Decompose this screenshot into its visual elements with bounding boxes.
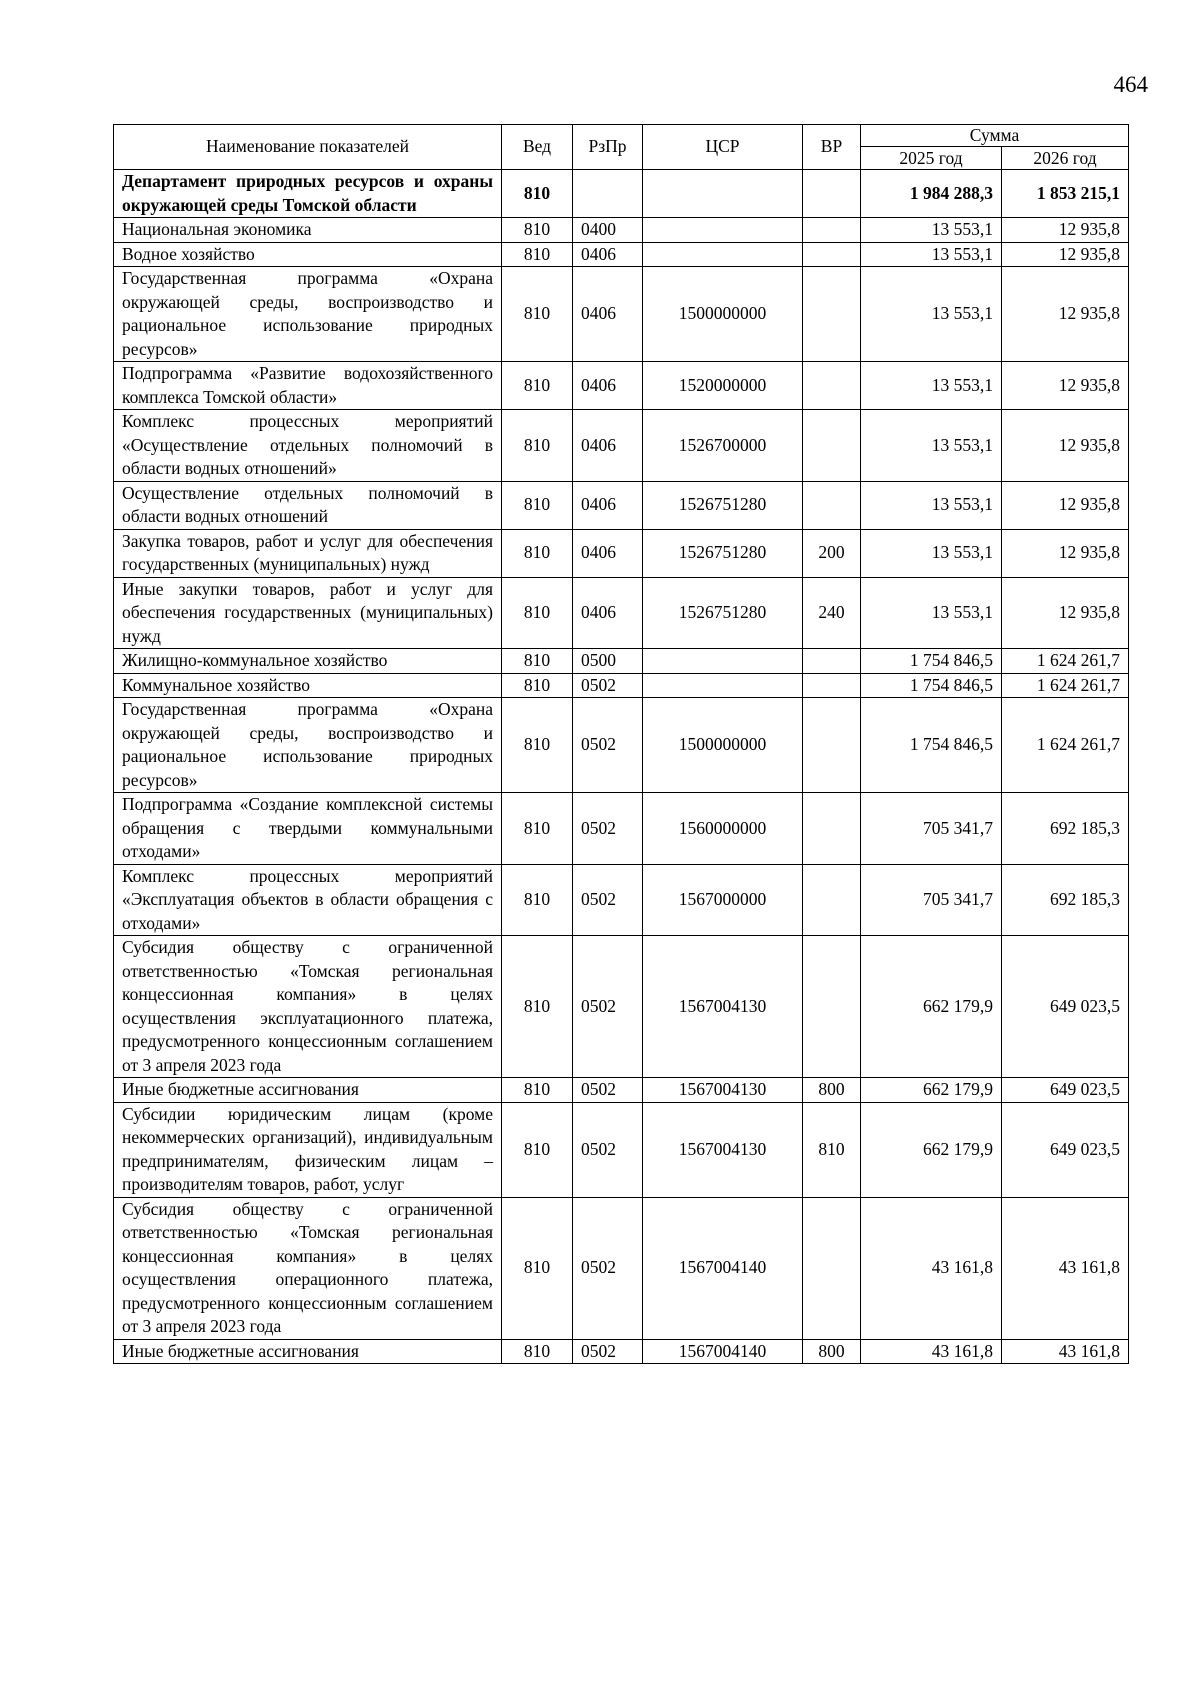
ved-cell: 810 — [502, 1339, 573, 1364]
csr-cell: 1526751280 — [643, 481, 803, 529]
table-row — [114, 649, 1129, 674]
name-cell: Государственная программа «Охрана окружающей среды, воспроизводство и рациональное использование природных ресурсов» — [114, 267, 502, 362]
table-body — [114, 170, 1129, 1364]
rzpr-cell: 0502 — [573, 1102, 643, 1197]
header-sum: Сумма — [861, 125, 1129, 147]
sum-2026-cell: 12 935,8 — [1002, 529, 1129, 577]
csr-cell: 1567004130 — [643, 1078, 803, 1103]
ved-cell: 810 — [502, 529, 573, 577]
header-rzpr: РзПр — [573, 125, 643, 170]
vr-cell: 200 — [803, 529, 861, 577]
table-row — [114, 793, 1129, 865]
vr-cell — [803, 362, 861, 410]
sum-2025-cell: 13 553,1 — [861, 529, 1002, 577]
sum-2026-cell: 692 185,3 — [1002, 864, 1129, 936]
sum-2026-cell: 12 935,8 — [1002, 577, 1129, 649]
name-cell: Субсидия обществу с ограниченной ответственностью «Томская региональная концессионная компания» в целях осуществления эксплуатационного платежа, предусмотренного концессионным соглашением от 3 апреля 2023 года — [114, 936, 502, 1078]
sum-2025-cell: 13 553,1 — [861, 577, 1002, 649]
name-cell: Водное хозяйство — [114, 242, 502, 267]
name-cell: Осуществление отдельных полномочий в области водных отношений — [114, 481, 502, 529]
rzpr-cell: 0406 — [573, 577, 643, 649]
name-cell: Субсидии юридическим лицам (кроме некоммерческих организаций), индивидуальным предпринимателям, физическим лицам – производителям товаров, работ, услуг — [114, 1102, 502, 1197]
vr-cell: 800 — [803, 1339, 861, 1364]
name-cell: Иные закупки товаров, работ и услуг для обеспечения государственных (муниципальных) нужд — [114, 577, 502, 649]
sum-2026-cell: 1 624 261,7 — [1002, 673, 1129, 698]
rzpr-cell: 0502 — [573, 1197, 643, 1339]
sum-2025-cell: 13 553,1 — [861, 218, 1002, 243]
rzpr-cell: 0502 — [573, 698, 643, 793]
name-cell: Закупка товаров, работ и услуг для обеспечения государственных (муниципальных) нужд — [114, 529, 502, 577]
sum-2026-cell: 649 023,5 — [1002, 936, 1129, 1078]
csr-cell: 1520000000 — [643, 362, 803, 410]
sum-2026-cell: 12 935,8 — [1002, 218, 1129, 243]
sum-2025-cell: 662 179,9 — [861, 1102, 1002, 1197]
sum-2026-cell: 12 935,8 — [1002, 362, 1129, 410]
rzpr-cell: 0502 — [573, 1078, 643, 1103]
vr-cell — [803, 267, 861, 362]
vr-cell — [803, 481, 861, 529]
sum-2025-cell: 662 179,9 — [861, 1078, 1002, 1103]
ved-cell: 810 — [502, 242, 573, 267]
table-row — [114, 529, 1129, 577]
sum-2025-cell: 1 984 288,3 — [861, 170, 1002, 218]
ved-cell: 810 — [502, 698, 573, 793]
rzpr-cell: 0502 — [573, 864, 643, 936]
rzpr-cell: 0502 — [573, 1339, 643, 1364]
csr-cell: 1526751280 — [643, 577, 803, 649]
ved-cell: 810 — [502, 793, 573, 865]
sum-2026-cell: 43 161,8 — [1002, 1197, 1129, 1339]
header-ved: Вед — [502, 125, 573, 170]
table-row — [114, 1339, 1129, 1364]
table-row — [114, 410, 1129, 482]
ved-cell: 810 — [502, 267, 573, 362]
sum-2025-cell: 13 553,1 — [861, 267, 1002, 362]
name-cell: Иные бюджетные ассигнования — [114, 1339, 502, 1364]
sum-2025-cell: 662 179,9 — [861, 936, 1002, 1078]
header-vr: ВР — [803, 125, 861, 170]
sum-2025-cell: 43 161,8 — [861, 1197, 1002, 1339]
sum-2025-cell: 1 754 846,5 — [861, 698, 1002, 793]
rzpr-cell: 0406 — [573, 410, 643, 482]
name-cell: Субсидия обществу с ограниченной ответственностью «Томская региональная концессионная компания» в целях осуществления операционного платежа, предусмотренного концессионным соглашением от 3 апреля 2023 года — [114, 1197, 502, 1339]
table-row — [114, 170, 1129, 218]
sum-2025-cell: 13 553,1 — [861, 242, 1002, 267]
ved-cell: 810 — [502, 649, 573, 674]
table-row — [114, 362, 1129, 410]
table-row — [114, 1102, 1129, 1197]
csr-cell — [643, 649, 803, 674]
csr-cell: 1526751280 — [643, 529, 803, 577]
rzpr-cell: 0502 — [573, 936, 643, 1078]
csr-cell — [643, 218, 803, 243]
sum-2026-cell: 649 023,5 — [1002, 1102, 1129, 1197]
table-row — [114, 218, 1129, 243]
sum-2025-cell: 1 754 846,5 — [861, 649, 1002, 674]
name-cell: Коммунальное хозяйство — [114, 673, 502, 698]
table-row — [114, 673, 1129, 698]
csr-cell — [643, 673, 803, 698]
table-row — [114, 1078, 1129, 1103]
table-row — [114, 242, 1129, 267]
rzpr-cell: 0406 — [573, 529, 643, 577]
rzpr-cell: 0500 — [573, 649, 643, 674]
rzpr-cell — [573, 170, 643, 218]
vr-cell — [803, 673, 861, 698]
ved-cell: 810 — [502, 362, 573, 410]
vr-cell: 810 — [803, 1102, 861, 1197]
vr-cell — [803, 698, 861, 793]
vr-cell — [803, 218, 861, 243]
ved-cell: 810 — [502, 1102, 573, 1197]
header-name: Наименование показателей — [114, 125, 502, 170]
ved-cell: 810 — [502, 1197, 573, 1339]
name-cell: Иные бюджетные ассигнования — [114, 1078, 502, 1103]
budget-table — [113, 124, 1129, 1364]
name-cell: Комплекс процессных мероприятий «Осуществление отдельных полномочий в области водных отношений» — [114, 410, 502, 482]
csr-cell: 1500000000 — [643, 698, 803, 793]
sum-2026-cell: 12 935,8 — [1002, 242, 1129, 267]
table-header — [114, 125, 1129, 170]
header-year-2026: 2026 год — [1002, 147, 1129, 170]
sum-2025-cell: 13 553,1 — [861, 481, 1002, 529]
rzpr-cell: 0406 — [573, 481, 643, 529]
table-row — [114, 1197, 1129, 1339]
vr-cell — [803, 936, 861, 1078]
rzpr-cell: 0502 — [573, 673, 643, 698]
csr-cell: 1500000000 — [643, 267, 803, 362]
ved-cell: 810 — [502, 864, 573, 936]
sum-2025-cell: 13 553,1 — [861, 410, 1002, 482]
ved-cell: 810 — [502, 170, 573, 218]
header-csr: ЦСР — [643, 125, 803, 170]
table-row — [114, 577, 1129, 649]
csr-cell: 1526700000 — [643, 410, 803, 482]
ved-cell: 810 — [502, 481, 573, 529]
sum-2025-cell: 13 553,1 — [861, 362, 1002, 410]
csr-cell — [643, 170, 803, 218]
vr-cell: 240 — [803, 577, 861, 649]
csr-cell: 1567004130 — [643, 1102, 803, 1197]
rzpr-cell: 0406 — [573, 242, 643, 267]
csr-cell: 1567004140 — [643, 1339, 803, 1364]
vr-cell — [803, 410, 861, 482]
table-row — [114, 698, 1129, 793]
vr-cell — [803, 864, 861, 936]
vr-cell — [803, 170, 861, 218]
csr-cell — [643, 242, 803, 267]
name-cell: Жилищно-коммунальное хозяйство — [114, 649, 502, 674]
rzpr-cell: 0406 — [573, 267, 643, 362]
sum-2026-cell: 1 624 261,7 — [1002, 698, 1129, 793]
csr-cell: 1567004130 — [643, 936, 803, 1078]
sum-2026-cell: 12 935,8 — [1002, 410, 1129, 482]
table-row — [114, 936, 1129, 1078]
csr-cell: 1567004140 — [643, 1197, 803, 1339]
ved-cell: 810 — [502, 410, 573, 482]
rzpr-cell: 0502 — [573, 793, 643, 865]
sum-2026-cell: 1 853 215,1 — [1002, 170, 1129, 218]
name-cell: Департамент природных ресурсов и охраны окружающей среды Томской области — [114, 170, 502, 218]
ved-cell: 810 — [502, 1078, 573, 1103]
csr-cell: 1560000000 — [643, 793, 803, 865]
sum-2026-cell: 692 185,3 — [1002, 793, 1129, 865]
rzpr-cell: 0400 — [573, 218, 643, 243]
vr-cell — [803, 793, 861, 865]
csr-cell: 1567000000 — [643, 864, 803, 936]
sum-2026-cell: 12 935,8 — [1002, 481, 1129, 529]
name-cell: Государственная программа «Охрана окружающей среды, воспроизводство и рациональное использование природных ресурсов» — [114, 698, 502, 793]
rzpr-cell: 0406 — [573, 362, 643, 410]
header-year-2025: 2025 год — [861, 147, 1002, 170]
table-row — [114, 481, 1129, 529]
table-row — [114, 267, 1129, 362]
vr-cell — [803, 1197, 861, 1339]
sum-2025-cell: 43 161,8 — [861, 1339, 1002, 1364]
table-row — [114, 864, 1129, 936]
vr-cell: 800 — [803, 1078, 861, 1103]
name-cell: Подпрограмма «Создание комплексной системы обращения с твердыми коммунальными отходами» — [114, 793, 502, 865]
ved-cell: 810 — [502, 936, 573, 1078]
name-cell: Подпрограмма «Развитие водохозяйственного комплекса Томской области» — [114, 362, 502, 410]
sum-2026-cell: 12 935,8 — [1002, 267, 1129, 362]
sum-2026-cell: 1 624 261,7 — [1002, 649, 1129, 674]
name-cell: Комплекс процессных мероприятий «Эксплуатация объектов в области обращения с отходами» — [114, 864, 502, 936]
vr-cell — [803, 242, 861, 267]
ved-cell: 810 — [502, 673, 573, 698]
vr-cell — [803, 649, 861, 674]
sum-2025-cell: 1 754 846,5 — [861, 673, 1002, 698]
sum-2025-cell: 705 341,7 — [861, 864, 1002, 936]
ved-cell: 810 — [502, 218, 573, 243]
ved-cell: 810 — [502, 577, 573, 649]
sum-2026-cell: 43 161,8 — [1002, 1339, 1129, 1364]
sum-2025-cell: 705 341,7 — [861, 793, 1002, 865]
name-cell: Национальная экономика — [114, 218, 502, 243]
page-number: 464 — [1113, 72, 1148, 97]
sum-2026-cell: 649 023,5 — [1002, 1078, 1129, 1103]
